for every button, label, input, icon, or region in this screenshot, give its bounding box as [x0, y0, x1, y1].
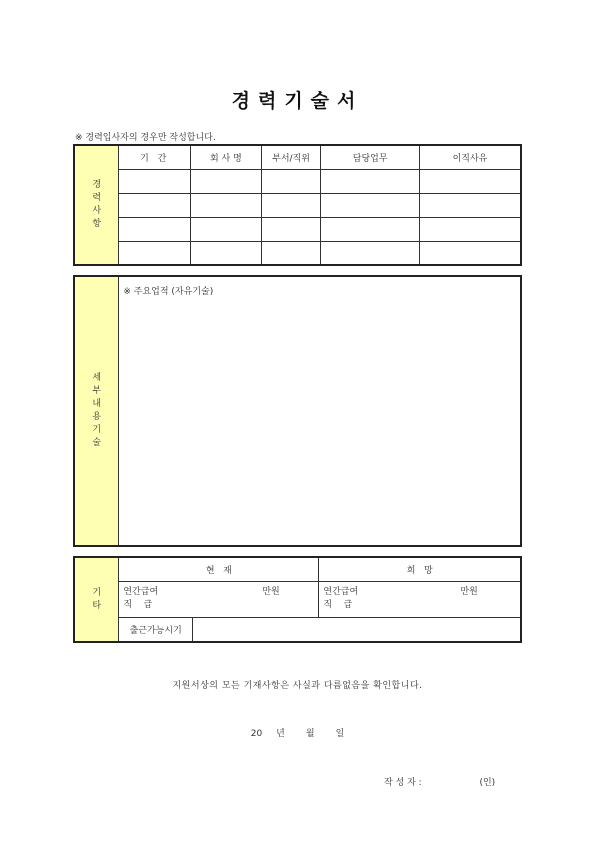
- career-company-cell[interactable]: [191, 169, 262, 193]
- signature-line: [384, 775, 495, 788]
- career-duty-cell[interactable]: [321, 241, 420, 265]
- date-line: [0, 726, 595, 739]
- desired-salary-cell[interactable]: [319, 581, 521, 617]
- current-salary-label: 연간급여: [123, 587, 159, 597]
- career-header-company: 회 사 명: [191, 145, 262, 169]
- date-year-unit: 년: [276, 729, 285, 739]
- career-header-dept: 부서/직위: [261, 145, 321, 169]
- etc-table: [73, 556, 522, 643]
- career-duty-cell[interactable]: [321, 217, 420, 241]
- desired-salary-unit: 만원: [460, 587, 478, 597]
- date-year: 20: [250, 729, 263, 739]
- detail-table: [73, 275, 522, 547]
- desired-header: 희 망: [319, 557, 521, 581]
- career-company-cell[interactable]: [191, 241, 262, 265]
- career-duty-cell[interactable]: [321, 169, 420, 193]
- career-period-cell[interactable]: [119, 169, 191, 193]
- desired-position-label: 직 급: [323, 600, 353, 610]
- career-reason-cell[interactable]: [419, 193, 521, 217]
- available-date-label: 출근가능시기: [119, 617, 193, 642]
- current-position-label: 직 급: [123, 600, 153, 610]
- achievements-field[interactable]: [119, 276, 521, 546]
- career-period-cell[interactable]: [119, 217, 191, 241]
- career-company-cell[interactable]: [191, 193, 262, 217]
- career-dept-cell[interactable]: [261, 217, 321, 241]
- table-row: [74, 241, 521, 265]
- current-salary-cell[interactable]: [119, 581, 319, 617]
- confirmation-statement: 지원서상의 모든 기재사항은 사실과 다름없음을 확인합니다.: [172, 681, 423, 691]
- career-company-cell[interactable]: [191, 217, 262, 241]
- table-row: [74, 217, 521, 241]
- career-side-label: 경 력 사 항: [74, 145, 119, 265]
- career-reason-cell[interactable]: [419, 169, 521, 193]
- etc-side-label: 기 타: [74, 557, 119, 642]
- career-header-period: 기 간: [119, 145, 191, 169]
- career-dept-cell[interactable]: [261, 241, 321, 265]
- career-reason-cell[interactable]: [419, 241, 521, 265]
- current-header: 현 재: [119, 557, 319, 581]
- career-duty-cell[interactable]: [321, 193, 420, 217]
- career-reason-cell[interactable]: [419, 217, 521, 241]
- signer-label: 작 성 자 :: [384, 778, 422, 788]
- career-header-reason: 이직사유: [419, 145, 521, 169]
- achievements-prompt: ※ 주요업적 (자유기술): [123, 287, 214, 297]
- career-period-cell[interactable]: [119, 241, 191, 265]
- current-salary-unit: 만원: [262, 587, 280, 597]
- desired-salary-label: 연간급여: [323, 587, 359, 597]
- detail-side-label: 세 부 내 용 기 술: [74, 276, 119, 546]
- career-header-duty: 담당업무: [321, 145, 420, 169]
- career-table: [73, 144, 522, 266]
- table-row: [74, 193, 521, 217]
- career-period-cell[interactable]: [119, 193, 191, 217]
- date-day-unit: 일: [335, 729, 345, 739]
- career-dept-cell[interactable]: [261, 193, 321, 217]
- table-row: [74, 169, 521, 193]
- seal-label: (인): [479, 778, 496, 788]
- date-month-unit: 월: [305, 729, 315, 739]
- available-date-field[interactable]: [193, 617, 521, 642]
- applicability-note: ※ 경력입사자의 경우만 작성합니다.: [75, 133, 216, 143]
- career-dept-cell[interactable]: [261, 169, 321, 193]
- document-title: 경력기술서: [231, 90, 364, 112]
